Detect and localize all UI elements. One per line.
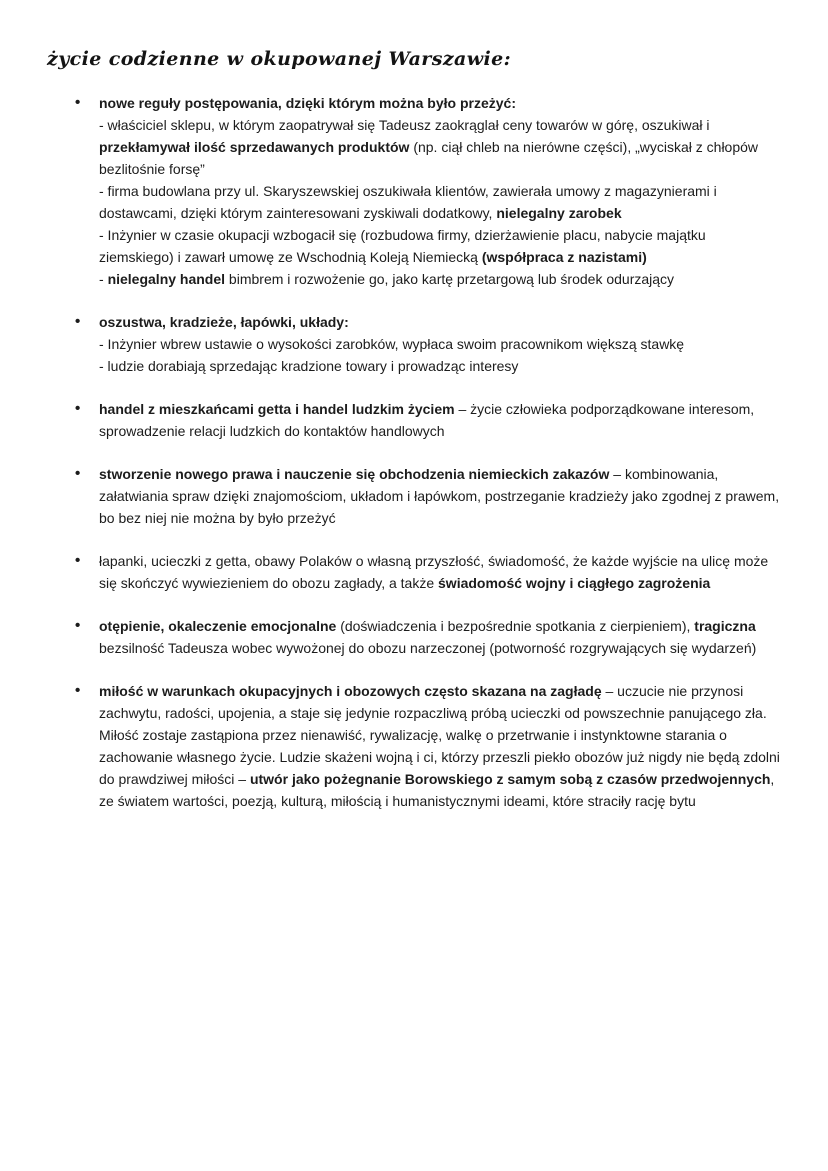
note-bullet: [99, 550, 782, 594]
note-text-bold: nielegalny zarobek: [496, 205, 622, 221]
note-text: - firma budowlana przy ul. Skaryszewskiej oszukiwała klientów, zawierała umowy z magazynierami i dostawcami, dzięki którym zainteresowani zyskiwali dodatkowy,: [99, 183, 717, 221]
note-text-bold: nielegalny handel: [107, 271, 226, 287]
note-text-bold: tragiczna: [694, 618, 756, 634]
note-text: łapanki, ucieczki z getta, obawy Polaków o własną przyszłość, świadomość, że każde wyjście na ulicę może się skończyć wywiezieniem do obozu zagłady, a także: [99, 553, 769, 591]
note-text: (np. ciął chleb na nierówne części), „wyciskał z chłopów bezlitośnie forsę”: [99, 139, 759, 177]
note-line: [99, 311, 782, 333]
note-text-bold: świadomość wojny i ciągłego zagrożenia: [438, 575, 711, 591]
note-text: (doświadczenia i bezpośrednie spotkania z cierpieniem),: [336, 618, 695, 634]
note-text: – uczucie nie przynosi zachwytu, radości, upojenia, a staje się jedynie rozpaczliwą próbą ucieczki od powszechnie panującego zła. Miłość zostaje zastąpiona przez nienawiść, rywalizację, walkę o przetrwanie i instynktowne starania o zachowanie własnego życie. Ludzie skażeni wojną i ci, którzy przeszli piekło obozów już nigdy nie będą zdolni do prawdziwej miłości –: [99, 683, 780, 787]
note-line: [99, 463, 782, 529]
document-title: życie codzienne w okupowanej Warszawie:: [47, 48, 511, 70]
note-text: – życie człowieka podporządkowane interesom, sprowadzenie relacji ludzkich do kontaktów handlowych: [99, 401, 755, 439]
note-text-bold: przekłamywał ilość sprzedawanych produktów: [99, 139, 410, 155]
note-text: - ludzie dorabiają sprzedając kradzione towary i prowadząc interesy: [99, 358, 519, 374]
note-text: - Inżynier w czasie okupacji wzbogacił się (rozbudowa firmy, dzierżawienie placu, nabycie majątku ziemskiego) i zawarł umowę ze Wschodnią Koleją Niemiecką: [99, 227, 706, 265]
note-text-bold: otępienie, okaleczenie emocjonalne: [99, 618, 337, 634]
note-line: [99, 224, 782, 268]
note-line: [99, 550, 782, 594]
note-bullet: [99, 398, 782, 442]
note-bullet: [99, 92, 782, 290]
note-text: -: [99, 271, 108, 287]
note-text-bold: handel z mieszkańcami getta i handel ludzkim życiem: [99, 401, 455, 417]
note-text-bold: (współpraca z nazistami): [481, 249, 647, 265]
note-text: - Inżynier wbrew ustawie o wysokości zarobków, wypłaca swoim pracownikom większą stawkę: [99, 336, 685, 352]
note-text-bold: miłość w warunkach okupacyjnych i obozowych często skazana na zagładę: [99, 683, 602, 699]
note-bullet: [99, 615, 782, 659]
note-text-bold: stworzenie nowego prawa i nauczenie się obchodzenia niemieckich zakazów: [99, 466, 610, 482]
note-bullet: [99, 311, 782, 377]
note-text: – kombinowania, załatwiania spraw dzięki znajomościom, układom i łapówkom, postrzeganie kradzieży jako zgodnej z prawem, bo bez niej nie można by było przeżyć: [99, 466, 780, 526]
note-line: [99, 92, 782, 114]
note-line: [99, 180, 782, 224]
notes-list: [47, 92, 782, 812]
note-line: [99, 398, 782, 442]
note-line: [99, 680, 782, 812]
note-text-bold: utwór jako pożegnanie Borowskiego z samym sobą z czasów przedwojennych: [249, 771, 771, 787]
note-line: [99, 615, 782, 659]
note-text: bezsilność Tadeusza wobec wywożonej do obozu narzeczonej (potworność rozgrywających się wydarzeń): [99, 640, 757, 656]
note-line: [99, 114, 782, 180]
note-text: bimbrem i rozwożenie go, jako kartę przetargową lub środek odurzający: [225, 271, 675, 287]
note-text: , ze światem wartości, poezją, kulturą, miłością i humanistycznymi ideami, które straciły rację bytu: [99, 771, 775, 809]
note-text-bold: nowe reguły postępowania, dzięki którym można było przeżyć:: [99, 95, 516, 111]
note-bullet: [99, 680, 782, 812]
note-text: - właściciel sklepu, w którym zaopatrywał się Tadeusz zaokrąglał ceny towarów w górę, oszukiwał i: [99, 117, 710, 133]
note-bullet: [99, 463, 782, 529]
note-line: [99, 268, 782, 290]
note-line: [99, 355, 782, 377]
note-line: [99, 333, 782, 355]
note-text-bold: oszustwa, kradzieże, łapówki, układy:: [99, 314, 349, 330]
